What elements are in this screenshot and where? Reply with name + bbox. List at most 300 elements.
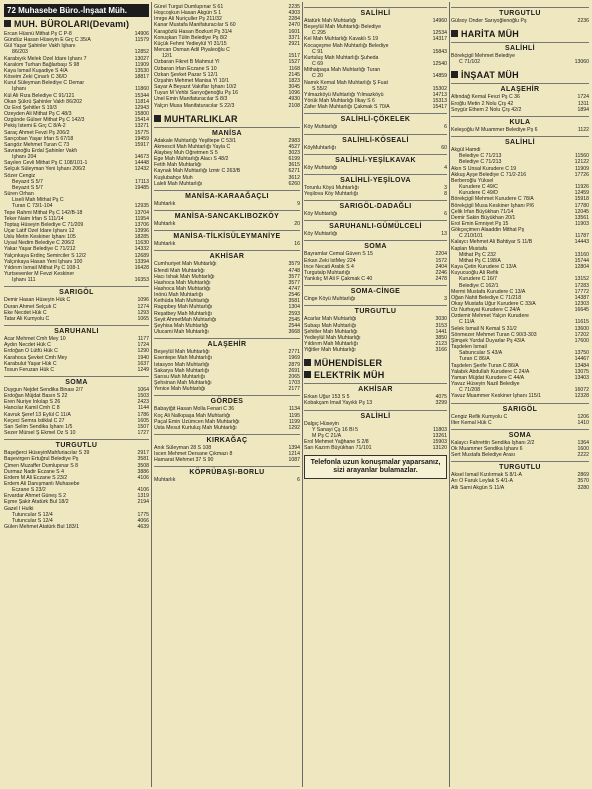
listing-row (304, 211, 447, 217)
listing-name: Erol Emin Emniyet Pş 15 (451, 220, 509, 227)
listing-name: Özeyden Ali Mithat Pş C 48/3 (4, 111, 72, 118)
column-3-listings (304, 7, 447, 479)
phone-number: 13403 (574, 374, 589, 381)
phone-number: 3 (444, 296, 447, 303)
district-heading: SALİHLİ (304, 7, 447, 17)
listing-name: Dalgıç Hüseyin (304, 420, 339, 427)
listing-name: C 210/101 (459, 233, 483, 240)
listing-name: Hacı İshak Mah Muhtarlığı (154, 273, 215, 280)
listing-name: Taşdelen Şerife Turan C 86/A (451, 362, 519, 369)
listing-name: Yalçınkaya Erdinç Semirciler S 12/2 (4, 252, 87, 259)
phone-number: 4748 (288, 267, 300, 274)
listing-name: Köy Muhtarlığı (304, 124, 338, 131)
listing-name: Savranoğlu Erdal Şahinler Vakfı (4, 147, 78, 154)
phone-number: 14443 (574, 239, 589, 246)
listing-name: İlter Kemal Hük C (451, 419, 492, 426)
listing-name: S 55/2 (312, 85, 327, 92)
listing-name: Mercan Osman Adil Piyaleoğlu C (154, 47, 230, 54)
listing-name: Duran Ahmet Selçuk C (4, 303, 57, 310)
phone-number: 14448 (134, 160, 149, 167)
listing-name: Erdem M Ali Eczane S 23/2 (4, 474, 68, 481)
listing-row (304, 296, 447, 302)
phone-number: 8 (444, 190, 447, 197)
phone-number: 13160 (574, 251, 589, 258)
category-heading (304, 370, 447, 380)
phone-number: 1410 (577, 419, 589, 426)
listing-name: Tosun Feruzan Hük C (4, 366, 55, 373)
listing-name: Erol Mehmet Yağhane S 2/8 (304, 439, 369, 446)
phone-number: 1940 (137, 354, 149, 361)
listing-row (304, 165, 447, 171)
phone-number: 6 (444, 124, 447, 131)
listing-name: Ervardar Ahmet Güneş S 2 (4, 493, 66, 500)
listing-name: Sayılen Cevli Mithat Pş C 108/101-1 (4, 160, 88, 167)
listing-name: Tatar Ali Kumyolu C (4, 315, 50, 322)
listing-name: Oğan Nahit Belediye C 71/218 (451, 294, 522, 301)
spacer (154, 109, 300, 112)
phone-number: 3280 (577, 484, 589, 491)
phone-number: 11860 (134, 86, 149, 93)
listing-name: Sezer Mürsel Ş Ekmel Öz S 10 (4, 430, 76, 437)
listing-name: Bayramlar Cemal Güven S 15 (304, 251, 373, 258)
phone-number: 2065 (288, 373, 300, 380)
phone-number: 3886 (137, 468, 149, 475)
category-heading-label: İNŞAAT MÜH (461, 70, 519, 81)
listing-name: Duygun Nejdet Sendika Binası 2/7 (4, 386, 84, 393)
listing-name: Sarıgöz Mehmet Turan C 73 (4, 141, 70, 148)
phone-number: 12432 (134, 166, 149, 173)
listing-name: Turgutalp Muhtarlığı (304, 269, 351, 276)
phone-number: 3153 (435, 322, 447, 329)
listing-name: Beyazıt S 5/7 (12, 184, 43, 191)
phone-number: 1096 (288, 90, 300, 97)
listing-row (304, 400, 447, 406)
listing-row (451, 127, 589, 133)
phone-number: 1144 (137, 405, 149, 412)
listing-name: Muhtarlık (154, 221, 176, 228)
listing-name: Beşeylül Mah Muhtarlığı (154, 349, 210, 356)
listing-name: Esentepe Mah Muhtarlığı (154, 355, 212, 362)
listing-name: Konuşkan Tülin Belediye Pş 8/2 (154, 34, 228, 41)
phone-number: 13261 (432, 432, 447, 439)
phone-number: 18817 (134, 74, 149, 81)
phone-number: 3850 (435, 334, 447, 341)
phone-number: 12852 (134, 49, 149, 56)
listing-name: Öz Nurhayat Kurudere C 24/A (451, 307, 521, 314)
district-heading: ALAŞEHİR (451, 83, 589, 93)
phone-number: 1703 (288, 380, 300, 387)
phone-number: 1168 (288, 65, 300, 72)
phone-number: 2771 (288, 349, 300, 356)
phone-number: 14859 (432, 73, 447, 80)
listing-name: Başevirgen Ertuğrul Belediye Pş (4, 456, 79, 463)
listing-name: Pekiş İstemi E Grç C 8/A-2 (4, 123, 66, 130)
listing-name: İstasyon Mah Muhtarlığı (154, 361, 210, 368)
phone-number: 4075 (435, 394, 447, 401)
listing-row (154, 329, 300, 335)
phone-number: 11903 (574, 220, 589, 227)
listing-name: Yalçınkaya Hasan Yeni İşhanı 100 (4, 258, 83, 265)
phone-number: 15800 (134, 111, 149, 118)
phone-number: 1724 (137, 342, 149, 349)
listing-name: Hashoca Mah Muhtarlığı (154, 279, 211, 286)
listing-name: C 91 (312, 48, 323, 55)
listing-name: Okan Şükrü Şahinler Vakfı 86/202 (4, 98, 83, 105)
listing-name: Ragıpbey Mah Muhtarlığı (154, 304, 213, 311)
listing-name: C 295 (312, 30, 326, 37)
phone-number: 4106 (137, 487, 149, 494)
phone-number: 2470 (288, 22, 300, 29)
listing-name: Kaya İsmail Kuşadiye S 4/A (4, 67, 68, 74)
listing-name: Akkuş Ayşe Belediye C 71/2-216 (451, 171, 527, 178)
listing-name: Belediye C 162/1 (459, 282, 499, 289)
spacer (451, 65, 589, 68)
district-heading: SALİHLİ (304, 410, 447, 420)
category-heading (304, 358, 447, 368)
listing-row (154, 181, 300, 187)
listing-name: Mithat Pş C 232 (459, 251, 496, 258)
listing-name: Seyit AhmetMah Muhtarlığı (154, 316, 217, 323)
phone-number: 1206 (577, 413, 589, 420)
phone-number: 3371 (288, 34, 300, 41)
district-heading: SALİHLİ-KÖSEALİ (304, 134, 447, 144)
listing-row (304, 276, 447, 282)
phone-number: 17283 (574, 282, 589, 289)
phone-number: 19459 (134, 135, 149, 142)
phone-number: 2879 (288, 361, 300, 368)
phone-number: 13750 (574, 350, 589, 357)
listing-name: C 11/A (459, 319, 475, 326)
section-heading-label: MUH. BÜROLARI(Devamı) (14, 19, 130, 29)
phone-number: 3166 (435, 347, 447, 354)
phone-number: 1274 (137, 303, 149, 310)
listing-name: Kuşlubahçe Muh (154, 174, 193, 181)
phone-number: 13075 (574, 368, 589, 375)
listing-name: Yörük Mah Muhtarlığı İlkay S 6 (304, 98, 375, 105)
listing-name: Özkan Şevket Pazar S 12/1 (154, 71, 218, 78)
listing-name: Uysal Nedim Belediye C 206/2 (4, 240, 75, 247)
listing-name: Kurul Süleyman Belediye C Demar (4, 80, 85, 87)
listing-name: Başeğerci HüseyinMahfuriacılar S 39 (4, 450, 90, 457)
listing-name: Selek İsmail N Kemal S 31/2 (451, 325, 517, 332)
listing-name: Namık Kemal Mah Muhtarlığı Ş Fuat (304, 79, 388, 86)
phone-number: 14713 (432, 91, 447, 98)
phone-number: 1394 (288, 444, 300, 451)
phone-number: 13484 (574, 362, 589, 369)
phone-number: 2284 (288, 16, 300, 23)
listing-name: Erkan Zeki İstMey 224 (304, 257, 356, 264)
phone-number: 11560 (574, 153, 589, 160)
listing-row (154, 425, 300, 431)
phone-number: 2869 (577, 472, 589, 479)
column-4 (451, 4, 589, 491)
phone-number: 2204 (435, 251, 447, 258)
phone-number: 15775 (134, 129, 149, 136)
listing-name: Hoşcoşkun Hasan Akgün S 1 (154, 10, 222, 17)
phone-number: 13060 (574, 59, 589, 66)
district-heading: TURGUTLU (451, 461, 589, 471)
listing-row (4, 524, 149, 530)
listing-name: Aksel İsmail Kızılırmak S 8/1-A (451, 472, 522, 479)
phone-number: 13530 (134, 67, 149, 74)
listing-name: C 20 (312, 73, 323, 80)
listing-name: Kocaçeşme Mah Muhtarlığı Belediye (304, 42, 389, 49)
listing-name: Yalçın Musa Manifaturacılar S 22/3 (154, 102, 235, 109)
phone-number: 1503 (137, 393, 149, 400)
listing-name: Kurudere C 16/7 (459, 276, 498, 283)
listing-name: Çimen Muzaffer Dumlupınar S 8 (4, 462, 79, 469)
listing-name: Tepe Rahmi Mithat Pş C 142/B-18 (4, 209, 83, 216)
phone-number: 1290 (137, 348, 149, 355)
listing-name: İnce Necati Arabk S 4 (304, 263, 354, 270)
listing-name: Özbaran İrfan Eczane S 10 (154, 65, 217, 72)
listing-name: Yaman Müjdat Kurudere C 44/A (451, 374, 525, 381)
phone-number: 1214 (288, 451, 300, 458)
listing-name: Şehsinan Mah Muhtarlığı (154, 380, 212, 387)
phone-number: 17202 (574, 331, 589, 338)
listing-name: Akın S Ünsal Kurudere C 19 (451, 165, 517, 172)
listing-row (4, 277, 149, 283)
listing-row (304, 191, 447, 197)
listing-name: Ünel Emin Manifaturacılar S 8/3 (154, 96, 228, 103)
listing-name: Muhtarlık (154, 477, 176, 484)
phone-number: 2145 (288, 71, 300, 78)
listing-name: Özdemir Mehmet Yalçın Kurudere (451, 313, 529, 320)
phone-number: 4747 (288, 286, 300, 292)
listing-name: Hamarat Mehmet 37 S 90 (154, 457, 214, 464)
listing-name: Karabulut Yaşar Hük C (4, 360, 57, 367)
district-heading: KIRKAĞAÇ (154, 434, 300, 444)
phone-number: 2423 (137, 399, 149, 406)
listing-name: 86/203 (12, 49, 28, 56)
listing-name: Sakarya Mah Muhtarlığı (154, 367, 210, 374)
listing-name: Altındağ Kemal Fevzi Pş C 36 (451, 94, 520, 101)
listing-name: Reşatbey Mah Muhtarlığı (154, 310, 212, 317)
listing-name: Hashoca Mah Muhtarlığı (154, 286, 211, 292)
listing-name: Demir Sakin Büyükhan 20/1 (451, 214, 516, 221)
phone-number: 1293 (137, 309, 149, 316)
listing-name: Kobakçam İmail Yayıklı Pş 13 (304, 400, 373, 407)
listing-name: Laleli Mah Muhtarlığı (154, 180, 203, 187)
listing-name: Yalabık Abdullah Kurudere C 24/A (451, 368, 530, 375)
phone-number: 14332 (134, 246, 149, 253)
listing-name: Sarı Selim Sendika İşhanı 1/5 (4, 423, 73, 430)
phone-number: 2246 (435, 269, 447, 276)
phone-number: 2921 (288, 40, 300, 47)
phone-number: 11909 (134, 61, 149, 68)
listing-name: Sayar A Beyazıt Vakıflar İşhanı 10/2 (154, 84, 237, 91)
category-heading-label: ELEKTRİK MÜH (314, 370, 385, 381)
listing-name: Soygür Ethem 2 Nolu Çrş 42/2 (451, 106, 522, 113)
square-bullet-icon (304, 371, 311, 378)
listing-name: Demir Hasan Hüseyin Hük C (4, 297, 71, 304)
listing-name: Torunlu Köyü Muhtarlığı (304, 184, 359, 191)
listing-name: C 71/102 (459, 59, 481, 66)
listing-name: Kaplan Mustafa (451, 245, 488, 252)
phone-number: 20 (294, 221, 300, 228)
district-heading: AKHİSAR (154, 250, 300, 260)
phone-number: 15903 (432, 439, 447, 446)
district-heading: MANİSA-TİLKİSÜLEYMANİYE (154, 230, 300, 240)
listing-name: Gül Yaşar Şahinler Vakfı İşhanı (4, 43, 76, 50)
district-heading: SALİHLİ-ÇÖKELEK (304, 113, 447, 123)
listing-row (154, 241, 300, 247)
phone-number: 3581 (288, 298, 300, 305)
listing-name: Tutuncular S 12/4 (12, 517, 53, 524)
listing-row (154, 201, 300, 207)
column-2-listings (154, 4, 300, 484)
phone-number: 1199 (288, 418, 300, 425)
listing-name: Acarlar Mah Muhtarlığı (304, 316, 357, 323)
listing-name: Şeyhisa Mah Muhtarlığı (154, 322, 209, 329)
listing-name: Gürel Turgut Dumlupınar S 61 (154, 4, 224, 10)
phone-number: 1823 (288, 77, 300, 84)
phone-number: 15917 (134, 141, 149, 148)
district-heading: SARIGÖL (4, 286, 149, 296)
listing-name: Ege Mah Muhtarlığı Alacı S 48/2 (154, 156, 229, 163)
listing-row (451, 452, 589, 458)
column-divider (151, 2, 152, 787)
listing-name: Mithat Pş C 198/A (459, 257, 501, 264)
phone-number: 1517 (288, 53, 300, 60)
category-heading (451, 70, 589, 80)
phone-number: 4527 (288, 143, 300, 150)
phone-number: 11954 (134, 215, 149, 222)
listing-name: Karahoca Şevket Cmh Mey (4, 354, 68, 361)
listing-name: Köseim Zeki Çınarlı C 36/D (4, 74, 67, 81)
listing-name: Ulucami Mah Muhtarlığı (154, 329, 209, 336)
phone-number: 1177 (137, 336, 149, 343)
listing-name: Okay Mustafa Uğur Kurudere C 33/A (451, 301, 536, 307)
listing-name: Yıldırım İsmail Mithat Pş C 108-1 (4, 264, 80, 271)
listing-name: Mithatpaşa Mah Muhtarlığı Turan (304, 67, 381, 74)
listing-name: Yurtsevenler M Fevzi Keskiner (4, 271, 75, 278)
phone-number: 60 (441, 144, 447, 151)
phone-number: 2544 (288, 322, 300, 329)
phone-number: 12689 (134, 252, 149, 259)
listing-name: Karagözlü Hasan Bozkurt Pş 31/4 (154, 28, 232, 35)
listing-name: Yılmazköyü Muhtarlığı Yılmazköyü (304, 91, 384, 98)
listing-row (304, 347, 447, 353)
listing-row (304, 124, 447, 130)
phone-number: 3612 (288, 174, 300, 181)
listing-name: Paçal Emin Üzümcen Mah Muhtarlığı (154, 418, 240, 425)
phone-number: 2691 (288, 367, 300, 374)
square-bullet-icon (4, 20, 11, 27)
listing-name: Cengiz Refik Kumyolu C (451, 413, 508, 420)
column-1-listings (4, 31, 149, 530)
phone-number: 1195 (288, 412, 300, 419)
listing-name: Toptaş Hüseyin Belediye C 71/209 (4, 221, 84, 228)
listing-name: Teker Naim İrfan S 111/14 (4, 215, 64, 222)
listing-row (451, 18, 589, 24)
phone-number: 16 (294, 241, 300, 248)
phone-number: 12328 (574, 393, 589, 400)
listing-row (154, 386, 300, 392)
listing-row (304, 445, 447, 451)
phone-number: 16428 (134, 264, 149, 271)
phone-number: 3023 (288, 149, 300, 156)
listing-name: Şimşek Yurdal Duyarlar Pş 43/A (451, 337, 525, 344)
phone-number: 3668 (288, 329, 300, 336)
listing-name: İşhanı 204 (12, 154, 37, 161)
phone-number: 15918 (574, 196, 589, 203)
listing-name: Kuyucuoğlu Ali Refik (451, 270, 499, 277)
listing-name: Atatürk Mah Muhtarlığı (304, 18, 357, 24)
listing-name: Atlı Sami Akgün S 11/A (451, 484, 505, 491)
listing-name: Ok Muammer Sendika İşhanı 6 (451, 445, 523, 452)
column-2 (154, 4, 300, 484)
listing-name: Eroğlu Metin 2 Nolu Çrş 42 (451, 100, 514, 107)
phone-number: 17772 (574, 288, 589, 295)
phone-number: 1605 (137, 417, 149, 424)
phone-number: 17780 (574, 202, 589, 209)
district-heading: SOMA (451, 429, 589, 439)
phone-number: 1527 (288, 59, 300, 66)
phone-number: 4303 (288, 10, 300, 17)
phone-number: 3577 (288, 279, 300, 286)
category-heading-label: MÜHENDİSLER (314, 358, 383, 369)
phone-number: 13706 (134, 221, 149, 228)
phone-number: 19485 (134, 184, 149, 191)
phone-number: 12935 (134, 203, 149, 210)
phone-number: 1601 (288, 28, 300, 35)
listing-name: İscen Mehmet Dersane Çıkmazı 8 (154, 451, 233, 458)
listing-name: Karalom Turhan Bağlarbaşı S 98 (4, 61, 80, 68)
listing-name: Kül Ali Rıza Belediye C 91/121 (4, 92, 75, 99)
spacer (304, 353, 447, 356)
district-heading: SALİHLİ (451, 136, 589, 146)
phone-number: 1727 (137, 430, 149, 437)
phone-number: 1096 (137, 297, 149, 304)
listing-name: Börekçigil Musa Keskiner İşhanı P/6 (451, 202, 535, 209)
listing-name: Özgünde Gülser Mithat Pş C 142/3 (4, 117, 85, 124)
phone-number: 14467 (574, 356, 589, 363)
listing-name: Gündüz Hasan Hüseyin E Grç C 35/A (4, 37, 91, 44)
district-heading: SARUHANLI-GÜMÜLCELİ (304, 220, 447, 230)
listing-row (4, 367, 149, 373)
column-3 (304, 4, 447, 479)
phone-number: 1894 (577, 106, 589, 113)
listing-name: Yedieylül Mah Muhtarlığı (304, 334, 361, 341)
listing-name: Hancılar Kamil Cmh C 8 (4, 405, 60, 412)
district-heading: ALAŞEHİR (154, 338, 300, 348)
category-heading-label: HARİTA MÜH (461, 29, 519, 40)
listing-name: Tuyun M Vehbi Sarıyoğenoğlu Pş 16 (154, 90, 239, 97)
phone-number: 1249 (137, 366, 149, 373)
phone-number: 11630 (134, 240, 149, 247)
phone-number: 4066 (137, 517, 149, 524)
phone-number: 3579 (288, 261, 300, 268)
phone-number: 11579 (134, 37, 149, 44)
phone-number: 3577 (288, 273, 300, 280)
phone-number: 16353 (134, 277, 149, 284)
listing-name: Yıldırım Mah Muhtarlığı (304, 341, 358, 347)
phone-number: 13 (441, 231, 447, 238)
phone-number: 1087 (288, 457, 300, 464)
listing-name: Yavuz Hüseyin Nazil Belediye (451, 381, 520, 388)
phone-number: 1441 (435, 328, 447, 335)
phone-number: 12804 (574, 264, 589, 271)
listing-name: Uslu Metin Keskiner İşhanı 105 (4, 234, 76, 241)
district-heading: SALİHLİ (451, 42, 589, 52)
listing-name: Eşme Şakir Atatürk Bul 18/2 (4, 499, 69, 506)
listing-name: Cumhuriyet Mah Muhtarlığı (154, 261, 217, 268)
phone-number: 1364 (577, 439, 589, 446)
phone-number: 15843 (432, 48, 447, 55)
category-heading-label: MUHTARLIKLAR (164, 113, 238, 124)
district-heading: SALİHLİ-YEŞİLOVA (304, 174, 447, 184)
